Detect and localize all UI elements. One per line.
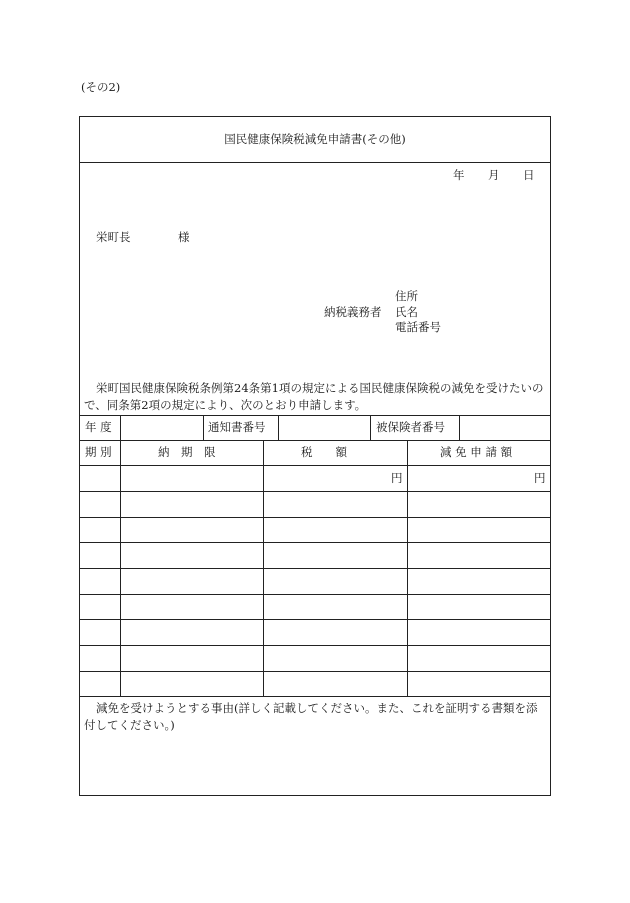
table-row-line [79,517,551,518]
table-bottom-line [79,696,551,697]
name-label: 氏名 [395,305,418,319]
reason-paragraph: 減免を受けようとする事由(詳しく記載してください。また、これを証明する書類を添付してください。) [84,701,538,732]
table-column-divider [263,440,264,696]
date-day-label: 日 [523,168,535,182]
notice-number-label: 通知書番号 [208,420,266,434]
info-row-divider [370,415,371,440]
intro-paragraph: 栄町国民健康保険税条例第24条第1項の規定による国民健康保険税の減免を受けたいので、同条第2項の規定により、次のとおり申請します。 [84,381,544,412]
form-number: (その2) [81,80,121,94]
table-row-line [79,619,551,620]
addressee-honorific: 様 [178,230,190,244]
taxpayer-label: 納税義務者 [324,305,382,319]
info-row-divider [459,415,460,440]
info-row-divider [120,415,121,440]
table-row-line [79,594,551,595]
info-row-divider [203,415,204,440]
addressee-name: 栄町長 [96,230,131,244]
table-row-line [79,568,551,569]
form-title: 国民健康保険税減免申請書(その他) [224,132,406,146]
table-header-bottom-line [79,465,551,466]
info-row-divider [278,415,279,440]
date-year-label: 年 [453,168,465,182]
address-label: 住所 [395,289,418,303]
table-header-top-line [79,440,551,441]
tax-amount-header: 税 額 [301,445,347,459]
table-row-line [79,491,551,492]
reduction-amount-yen-unit: 円 [534,471,546,485]
table-row-line [79,671,551,672]
table-column-divider [120,440,121,696]
tax-amount-yen-unit: 円 [391,471,403,485]
deadline-header: 納 期 限 [158,445,216,459]
insured-number-label: 被保険者番号 [376,420,445,434]
table-row-line [79,645,551,646]
title-divider [79,162,551,163]
table-column-divider [407,440,408,696]
fiscal-year-label: 年 度 [85,420,112,434]
phone-label: 電話番号 [395,320,441,334]
reduction-amount-header: 減 免 申 請 額 [440,445,513,459]
info-row-top-line [79,415,551,416]
table-row-line [79,542,551,543]
period-header: 期 別 [85,445,112,459]
date-month-label: 月 [488,168,500,182]
